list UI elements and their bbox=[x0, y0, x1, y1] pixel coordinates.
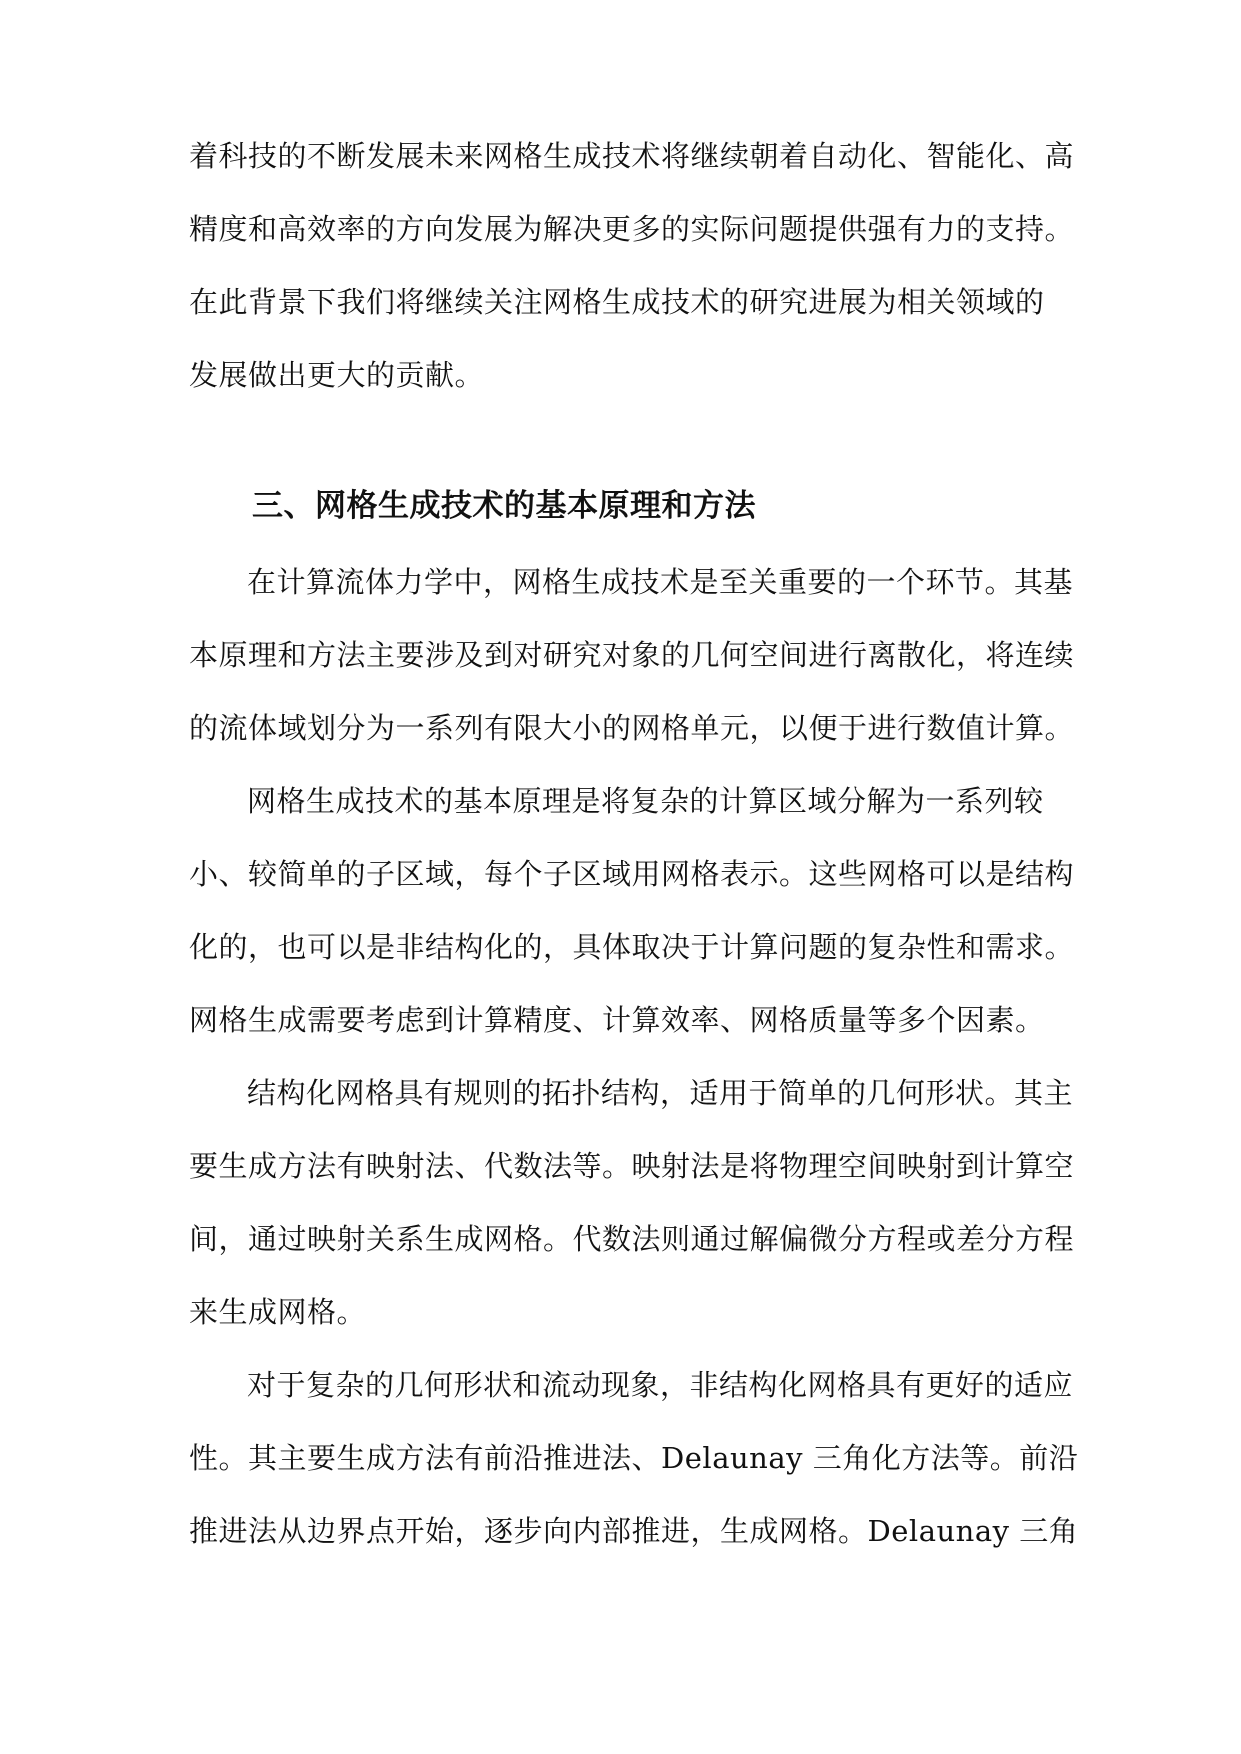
paragraph-line: 结构化网格具有规则的拓扑结构，适用于简单的几何形状。其主 bbox=[247, 1076, 1074, 1110]
section-heading: 三、网格生成技术的基本原理和方法 bbox=[252, 488, 756, 524]
paragraph-line: 在此背景下我们将继续关注网格生成技术的研究进展为相关领域的 bbox=[189, 285, 1045, 319]
paragraph-line: 的流体域划分为一系列有限大小的网格单元，以便于进行数值计算。 bbox=[189, 711, 1075, 745]
paragraph-line: 来生成网格。 bbox=[189, 1295, 367, 1329]
paragraph-line: 要生成方法有映射法、代数法等。映射法是将物理空间映射到计算空 bbox=[189, 1149, 1075, 1183]
paragraph-line: 本原理和方法主要涉及到对研究对象的几何空间进行离散化，将连续 bbox=[189, 638, 1075, 672]
paragraph-line: 性。其主要生成方法有前沿推进法、Delaunay 三角化方法等。前沿 bbox=[189, 1441, 1079, 1475]
paragraph-line: 推进法从边界点开始，逐步向内部推进，生成网格。Delaunay 三角 bbox=[189, 1514, 1079, 1548]
paragraph-line: 发展做出更大的贡献。 bbox=[189, 358, 485, 392]
paragraph-line: 精度和高效率的方向发展为解决更多的实际问题提供强有力的支持。 bbox=[189, 212, 1075, 246]
paragraph-line: 网格生成需要考虑到计算精度、计算效率、网格质量等多个因素。 bbox=[189, 1003, 1045, 1037]
paragraph-line: 小、较简单的子区域，每个子区域用网格表示。这些网格可以是结构 bbox=[189, 857, 1075, 891]
paragraph-line: 着科技的不断发展未来网格生成技术将继续朝着自动化、智能化、高 bbox=[189, 139, 1075, 173]
paragraph-line: 网格生成技术的基本原理是将复杂的计算区域分解为一系列较 bbox=[247, 784, 1044, 818]
paragraph-line: 在计算流体力学中，网格生成技术是至关重要的一个环节。其基 bbox=[247, 565, 1074, 599]
paragraph-line: 间，通过映射关系生成网格。代数法则通过解偏微分方程或差分方程 bbox=[189, 1222, 1075, 1256]
paragraph-line: 对于复杂的几何形状和流动现象，非结构化网格具有更好的适应 bbox=[247, 1368, 1074, 1402]
paragraph-line: 化的，也可以是非结构化的，具体取决于计算问题的复杂性和需求。 bbox=[189, 930, 1075, 964]
